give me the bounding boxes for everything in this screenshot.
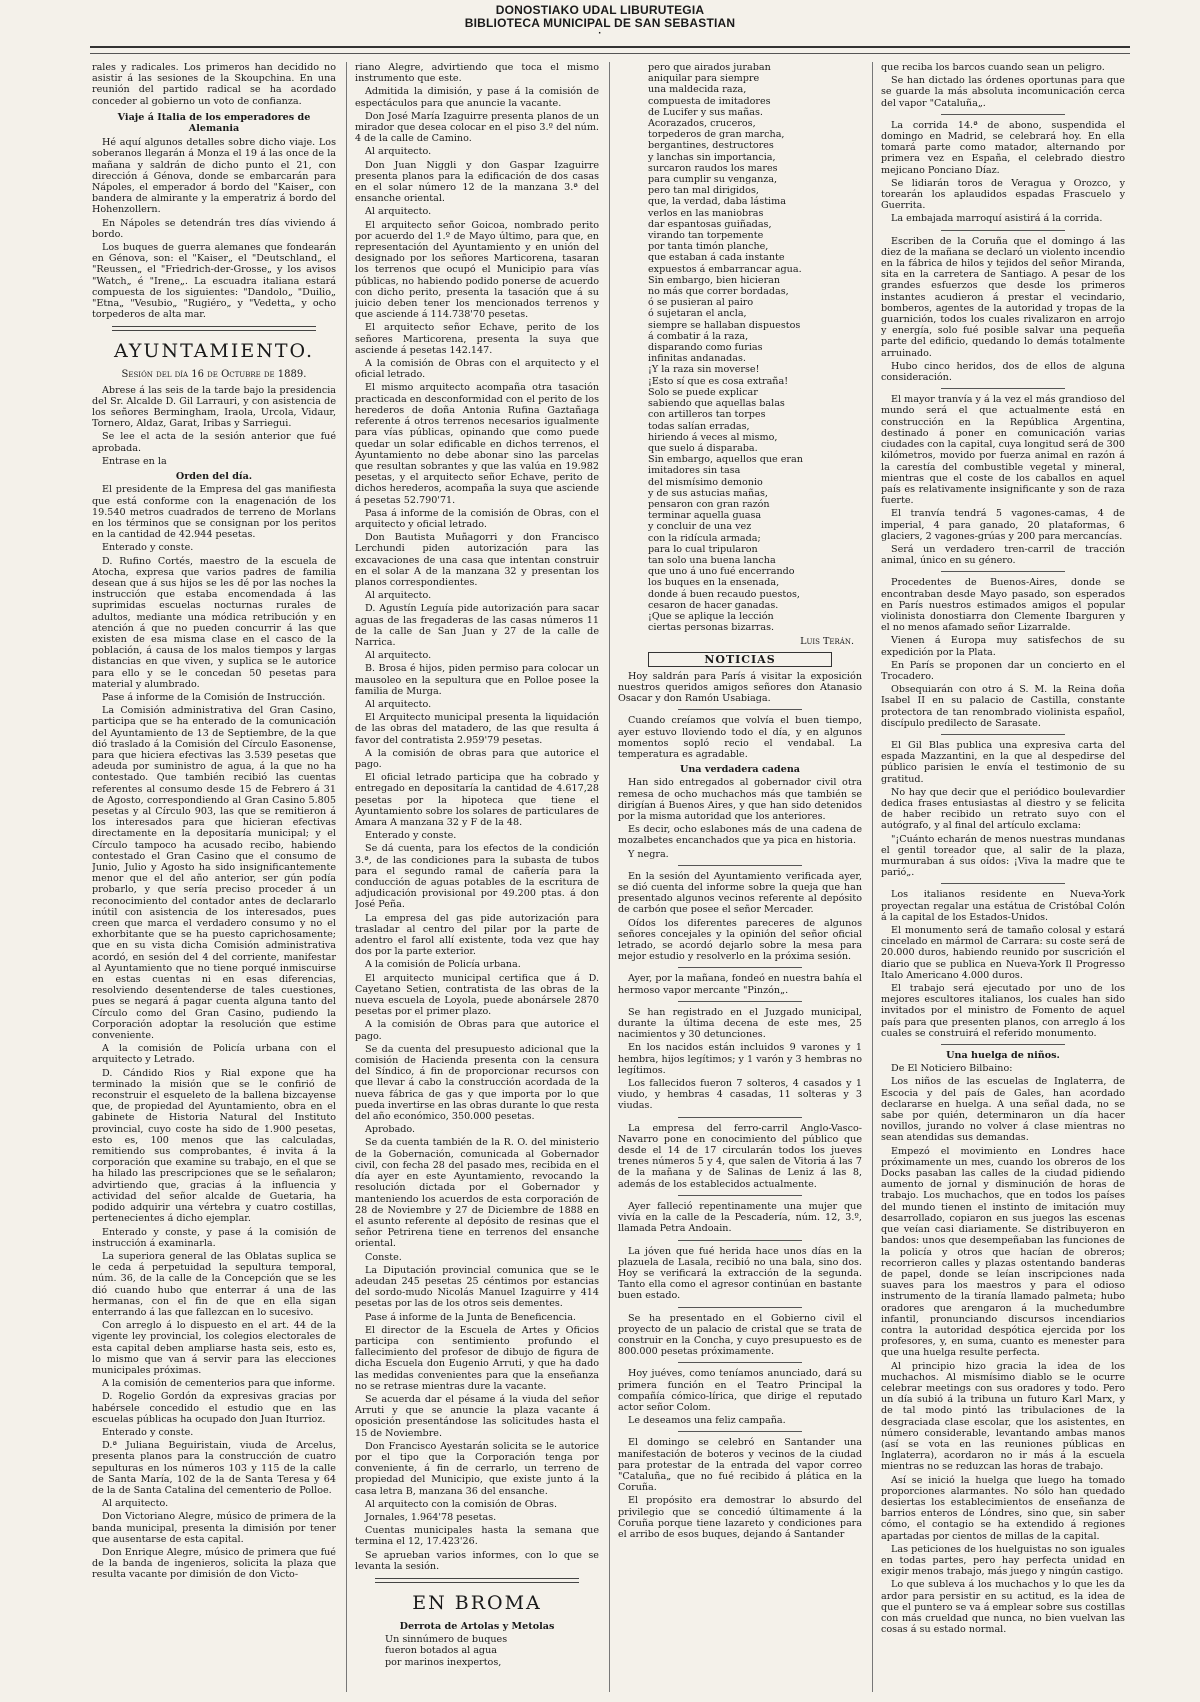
verse-line: virando tan torpemente (648, 230, 764, 242)
verse-line: expuestos á embarrancar agua. (648, 263, 802, 275)
session-date: Sesión del día 16 de Octubre de 1889. (121, 369, 307, 381)
divider (941, 734, 1065, 735)
paragraph: Don Victoriano Alegre, músico de primera de la banda municipal, presenta la dimisión por tener que ausentarse de esta capital. (92, 1511, 336, 1545)
paragraph: Jornales, 1.964'78 pesetas. (365, 1511, 497, 1523)
paragraph: rales y radicales. Los primeros han decidido no asistir á las sesiones de la Skoupchina. En una reunión del partido radical se ha acordado conceder al gobierno un voto de confianza. (92, 62, 336, 107)
verse-line: Sin embargo, bien hicieran (648, 274, 781, 286)
divider (678, 1362, 802, 1363)
paragraph: Obsequiarán con otro á S. M. la Reina doña Isabel II en su palacio de Castilla, constante protectora de tan renombrado violinista español, discípulo predilecto de Sarasate. (881, 684, 1125, 729)
verse-line: con artilleros tan torpes (648, 409, 766, 421)
verse-line: siempre se hallaban dispuestos (648, 319, 801, 331)
verse-line: Acorazados, cruceros, (648, 118, 756, 130)
paragraph: Hé aquí algunos detalles sobre dicho viaje. Los soberanos llegarán á Monza el 19 á las once de la mañana y saldrán de dicho punto el 21, con dirección á Génova, donde se embarcarán para Nápoles, el emperador á bordo del "Kaiser„ con bandera de almirante y la emperatriz á bordo del Hohenzollern. (92, 137, 336, 216)
paragraph: Ayer, por la mañana, fondeó en nuestra bahía el hermoso vapor mercante "Pinzón„. (618, 973, 862, 996)
paragraph: El domingo se celebró en Santander una manifestación de boteros y vecinos de la ciudad para protestar de la entrada del vapor correo "Cataluña„ que no fué recibido á plática en la Coruña. (618, 1437, 862, 1494)
paragraph: Se dá cuenta, para los efectos de la condición 3.ª, de las condiciones para la subasta de tubos para el segundo ramal de cañería para la conducción de aguas potables de la escritura de adjudicación provisional por 49.200 ptas. á don José Peña. (355, 843, 599, 911)
verse-line: para cumplir su venganza, (648, 174, 778, 186)
verse-line: tan solo una buena lancha (648, 554, 776, 566)
paragraph: Al arquitecto. (365, 650, 432, 662)
column-1 (92, 62, 336, 1692)
paragraph: Se aprueban varios informes, con lo que se levanta la sesión. (355, 1549, 599, 1572)
paragraph: El trabajo será ejecutado por uno de los mejores escultores italianos, los cuales han sido invitados por el ministro de Fomento de aquel país para que presenten planos, con arreglo á los cuales se construirá el referido monumento. (881, 983, 1125, 1039)
verse-line: aniquilar para siempre (648, 73, 760, 85)
verse-line: los buques en la ensenada, (648, 577, 780, 589)
paragraph: Al arquitecto. (365, 206, 432, 218)
paragraph: De El Noticiero Bilbaino: (891, 1063, 1013, 1075)
verse-line: para lo cual tripularon (648, 543, 758, 555)
paragraph: A la comisión de Policía urbana. (365, 959, 521, 971)
paragraph: En Nápoles se detendrán tres días viviendo á bordo. (92, 217, 336, 240)
paragraph: Se lee el acta de la sesión anterior que fué aprobada. (92, 431, 336, 454)
verse-line: sabiendo que aquellas balas (648, 398, 785, 410)
paragraph: La empresa del gas pide autorización para trasladar al centro del pilar por la parte de adentro el farol allí existente, toda vez que hay dos por la parte exterior. (355, 912, 599, 958)
paragraph: Al arquitecto. (102, 1498, 169, 1510)
divider (678, 1195, 802, 1196)
verse-line: compuesta de imitadores (648, 95, 771, 107)
verse-line: y lanchas sin importancia, (648, 151, 776, 163)
verse-line: infinitas andanadas. (648, 353, 746, 365)
paragraph: Le deseamos una feliz campaña. (628, 1415, 786, 1427)
paragraph: Se acuerda dar el pésame á la viuda del señor Arruti y que se anuncie la plaza vacante á oposición presentándose las solicitudes hasta el 15 de Noviembre. (355, 1393, 599, 1439)
paragraph: Aprobado. (365, 1124, 416, 1136)
paragraph: Empezó el movimiento en Londres hace próximamente un mes, cuando los obreros de los Docks pasaban las calles de la ciudad pidiendo aumento de jornal y disminución de horas de trabajo. Los muchachos, que en todos los países del mundo tienen el instinto de imitación muy desarrollado, copiaron en sus juegos las escenas que veían casi diariamente. Se distribuyeron en bandos: unos que desempeñaban las funciones de la policía y otros que hacían de obreros; recorrieron calles y plazas ostentando banderas de papel, donde se leían inscripciones nada suaves para los maestros y para el odioso instrumento de la tiranía llamado palmeta; hubo oradores que arengaron á la muchedumbre infantil, pronunciando discursos incendiarios contra la autoridad despótica ejercida por los profesores, y, en suma, cuanto es menester para que una huelga resulte perfecta. (881, 1145, 1125, 1359)
column-divider (609, 62, 610, 1692)
column-3 (618, 62, 862, 1692)
paragraph: La jóven que fué herida hace unos días en la plazuela de Lasala, recibió no una bala, sino dos. Hoy se verificará la extracción de la segunda. Tanto ella como el agresor continúan en bastante buen estado. (618, 1245, 862, 1302)
paragraph: Se lidiarán toros de Veragua y Orozco, y torearán los aplaudidos espadas Frascuelo y Guerrita. (881, 177, 1125, 212)
verse-line: Sin embargo, aquellos que eran (648, 454, 803, 466)
divider (678, 1117, 802, 1118)
paragraph: Pasa á informe de la comisión de Obras, con el arquitecto y oficial letrado. (355, 507, 599, 530)
paragraph: El tranvía tendrá 5 vagones-camas, 4 de imperial, 4 para ganado, 20 plataformas, 6 glaciers, 2 vagones-grúas y 200 para mercancías. (881, 508, 1125, 542)
verse-line: de Lucifer y sus mañas. (648, 106, 763, 118)
headline-ayuntamiento: AYUNTAMIENTO. (113, 340, 315, 363)
paragraph: El propósito era demostrar lo absurdo del privilegio que se concedió últimamente á la Coruña porque tiene lazareto y condiciones para el arribo de esos buques, dejando á Santander (618, 1495, 862, 1540)
paragraph: riano Alegre, advirtiendo que toca el mismo instrumento que este. (355, 62, 599, 85)
headline-en-broma: EN BROMA (412, 1592, 542, 1614)
paragraph: El presidente de la Empresa del gas manifiesta que está conforme con la enagenación de los 19.540 metros cuadrados de terreno de Morlans en los términos que se consignan por los peritos en la cantidad de 42.944 pesetas. (92, 484, 336, 541)
paragraph: El oficial letrado participa que ha cobrado y entregado en depositaría la cantidad de 4.617,28 pesetas por la hipoteca que tiene el Ayuntamiento sobre los solares de particulares de Amara A manzana 32 y F de la 48. (355, 772, 599, 828)
paragraph: Han sido entregados al gobernador civil otra remesa de ocho muchachos más que también se dirigían á Buenos Aires, y que han sido detenidos por la misma autoridad que los anteriores. (618, 777, 862, 822)
paragraph: El director de la Escuela de Artes y Oficios participa con sentimiento profundo el fallecimiento del profesor de dibujo de figura de dicha Escuela don Eugenio Arruti, y que ha dado las medidas convenientes para que la enseñanza no se retrase mientras dure la vacante. (355, 1324, 599, 1392)
verse-line: ó se pusieran al pairo (648, 297, 754, 309)
column-4 (881, 62, 1125, 1692)
paragraph: Cuentas municipales hasta la semana que termina el 12, 17.423'26. (355, 1525, 599, 1548)
verse-line: ¡Esto sí que es cosa extraña! (648, 375, 789, 387)
paragraph: Hubo cinco heridos, dos de ellos de alguna consideración. (881, 360, 1125, 384)
divider (678, 1307, 802, 1308)
paragraph: A la comisión de Obras con el arquitecto y el oficial letrado. (355, 358, 599, 381)
section-rule (112, 326, 316, 331)
paragraph: Se da cuenta del presupuesto adicional que la comisión de Hacienda presenta con la censura del Síndico, á fin de proporcionar recursos con que llevar á cabo la construcción acordada de la nueva fábrica de gas y que importa por lo que pueda invertirse en las obras durante lo que resta del año económico, 350.000 pesetas. (355, 1043, 599, 1123)
paragraph: La superiora general de las Oblatas suplica se le ceda á perpetuidad la sepultura temporal, núm. 36, de la calle de la Concepción que se les dió cuando hubo que enterrar á una de las hermanas, con el fin de que en ella sigan enterrando á las que fallezcan en lo sucesivo. (92, 1250, 336, 1318)
verse-line: y de sus astucias mañas, (648, 487, 768, 499)
divider (941, 883, 1065, 884)
verse-line: á combatir á la raza, (648, 330, 749, 342)
verse-line: que suelo á disparaba. (648, 442, 758, 454)
paragraph: En los nacidos están incluidos 9 varones y 1 hembra, hijos legítimos; y 1 varón y 3 hembras no legítimos. (618, 1042, 862, 1076)
paragraph: Los buques de guerra alemanes que fondearán en Génova, son: el "Kaiser„ el "Deutschland„ el "Reussen„ el "Friedrich-der-Grosse„ y los avisos "Watch„ é "Irene„. La escuadra italiana estará compuesta de los siguientes: "Dandolo„ "Duilio„ "Etna„ "Vesubio„ "Rugiéro„ y "Vedetta„ y ocho torpederos de alta mar. (92, 242, 336, 321)
paragraph: Se ha presentado en el Gobierno civil el proyecto de un palacio de cristal que se trata de construir en la Concha, y cuyo presupuesto es de 800.000 pesetas próximamente. (618, 1312, 862, 1358)
paragraph: Al arquitecto. (365, 698, 432, 710)
verse-line: ¡Que se aplique la lección (648, 610, 774, 622)
verse-line: disparando como furias (648, 342, 763, 354)
poem (618, 62, 862, 633)
paragraph: Don Bautista Muñagorri y don Francisco Lerchundi piden autorización para las excavaciones de una casa que intentan construir en el solar A de la manzana 32 y presentan los planos correspondientes. (355, 532, 599, 588)
verse-line: pero que airados juraban (648, 62, 771, 73)
verse-line: pensaron con gran razón (648, 498, 770, 510)
paragraph: Vienen á Europa muy satisfechos de su expedición por la Plata. (881, 635, 1125, 658)
paragraph: Don Enrique Alegre, músico de primera que fué de la banda de ingenieros, solicita la plaza que resulta vacante por dimisión de don Victo- (92, 1546, 336, 1581)
library-masthead (0, 4, 1200, 38)
section-rule (375, 1578, 579, 1583)
verse-line: dar espantosas guiñadas, (648, 218, 772, 230)
paragraph: Hoy saldrán para París á visitar la exposición nuestros queridos amigos señores don Atanasio Osacar y don Ramón Usabiaga. (618, 670, 862, 705)
paragraph: La Comisión administrativa del Gran Casino, participa que se ha enterado de la comunicación del Ayuntamiento de 13 de Septiembre, de la que dió traslado á la Comisión del Círculo Easonense, para que hiciera efectivas las 3.539 pesetas que adeuda por suministro de agua, á la que no ha contestado. Que también recibió las cuentas referentes al consumo desde 15 de Febrero á 31 de Agosto, correspondiendo al Gran Casino 5.805 pesetas y al Círculo 903, las que se remitieron á los interesados para que hicieran efectivas directamente en la depositaría municipal; y el Círculo tampoco ha acusado recibo, habiendo contestado el Gran Casino que el consumo de Junio, Julio y Agosto ha sido insignificantemente menor que el del año anterior, ser gún podía probarlo, y que sería preciso proceder á un reconocimiento del contador antes de declararlo inútil con asistencia de los interesados, pues creen que marca el verdadero consumo y no el exhorbitante que se ha puesto caprichosamente; que en su vista dicha Comisión administrativa acordó, en sesión del 4 del corriente, manifestar al Ayuntamiento que no tiene porqué inmiscuirse en estas cuentas ni en esas diferencias, resolviendo desentenderse de tales cuestiones, pues se negará á pagar cuenta alguna tanto del Círculo como del Gran Casino, pudiendo la Corporación adoptar la resolución que estime conveniente. (92, 705, 336, 1042)
paragraph: Procedentes de Buenos-Aires, donde se encontraban desde Mayo pasado, son esperados en París nuestros estimados amigos el popular violinista donostiarra don Clemente Ibarguren y el no menos afamado señor Lizarralde. (881, 577, 1125, 634)
paragraph: Y negra. (628, 848, 669, 860)
verse-line: Un sinnúmero de buques (385, 1634, 508, 1646)
paragraph: Con arreglo á lo dispuesto en el art. 44 de la vigente ley provincial, los colegios electorales de esta capital deben ampliarse hasta seis, esto es, lo mismo que van á servir para las elecciones municipales próximas. (92, 1320, 336, 1376)
verse-line: por marinos inexpertos, (385, 1656, 502, 1668)
verse-line: fueron botados al agua (385, 1645, 497, 1657)
paragraph: A la comisión de obras para que autorice el pago. (355, 747, 599, 770)
verse-line: ciertas personas bizarras. (648, 622, 775, 634)
divider (678, 709, 802, 710)
paragraph: A la comisión de cementerios para que informe. (102, 1378, 336, 1390)
verse-line: torpederos de gran marcha, (648, 129, 785, 141)
verse-line: surcaron raudos los mares (648, 162, 778, 174)
paragraph: Pase á informe de la Comisión de Instrucción. (102, 691, 326, 703)
divider (678, 1240, 802, 1241)
verse-line: por tanta timón planche, (648, 241, 769, 253)
divider (941, 114, 1065, 115)
paragraph: Entrase en la (102, 455, 167, 467)
verse-line: ¡Y la raza sin moverse! (648, 364, 760, 376)
divider (678, 967, 802, 968)
paragraph: Lo que subleva á los muchachos y lo que les da ardor para persistir en su actitud, es la idea de que el puntero se va á emplear sobre sus costillas con más crueldad que nunca, no bien vuelvan las cosas á su estado normal. (881, 1579, 1125, 1636)
verse-line: verlos en las maniobras (648, 207, 764, 219)
verse-line: Solo se puede explicar (648, 386, 758, 398)
paragraph: La empresa del ferro-carril Anglo-Vasco-Navarro pone en conocimiento del público que desde el 14 de 17 circularán todos los jueves trenes números 5 y 4, que salen de Vitoria á las 7 de la mañana y de Salinas de Leniz á las 8, además de los establecidos actualmente. (618, 1122, 862, 1190)
divider (941, 571, 1065, 572)
paragraph: D. Rogelio Gordón da expresivas gracias por habérsele concedido el estudio que en las escuelas públicas ha ocupado don Juan Iturrioz. (92, 1391, 336, 1425)
paragraph: D. Rufino Cortés, maestro de la escuela de Atocha, expresa que varios padres de familia desean que á sus hijos se les dé por las noches la instrucción que estaba encomendada á las suprimidas escuelas nocturnas rurales de adultos, mediante una módica retribución y en atención á que no pueden concurrir á las que existen de esa misma clase en el casco de la población, á causa de los malos tiempos y largas distancias en que viven, y suplica se le autorice para ello y se le concedan 50 pesetas para material y alumbrado. (92, 555, 336, 690)
paragraph: La Diputación provincial comunica que se le adeudan 245 pesetas 25 céntimos por estancias del sordo-mudo Nicolás Manuel Izaguirre y 414 pesetas por las de los otros seis dementes. (355, 1264, 599, 1310)
paragraph: B. Brosa é hijos, piden permiso para colocar un mausoleo en la sepultura que en Polloe posee la familia de Murga. (355, 663, 599, 697)
paragraph: Enterado y conste, y pase á la comisión de instrucción á examinarla. (92, 1226, 336, 1249)
verse-line: no más que correr bordadas, (648, 286, 789, 298)
verse-line: pero tan mal dirigidos, (648, 185, 759, 197)
paragraph: El mismo arquitecto acompaña otra tasación practicada en desconformidad con el perito de los herederos de doña Antonia Rufina Gaztañaga referente á otros terrenos necesarios igualmente para vías públicas, opinando que como puede quedar un solar edificable en dichos terrenos, el Ayuntamiento no debe abonar sino las parcelas que resultan sobrantes y que las valúa en 19.982 pesetas, y el arquitecto señor Echave, perito de dichos herederos, acompaña la suya que asciende á pesetas 52.790'71. (355, 382, 599, 506)
divider (678, 1431, 802, 1432)
paragraph: "¡Cuánto echarán de menos nuestras mundanas el gentil toreador que, al salir de la plaza, murmuraban á sus oídos: ¡Viva la madre que te parió„. (881, 833, 1125, 879)
divider (941, 388, 1065, 389)
paragraph: A la comisión de Obras para que autorice el pago. (355, 1019, 599, 1042)
paragraph: Admitida la dimisión, y pase á la comisión de espectáculos para que anuncie la vacante. (355, 86, 599, 109)
paragraph: Será un verdadero tren-carril de tracción animal, único en su género. (881, 543, 1125, 567)
paragraph: Es decir, ocho eslabones más de una cadena de mozalbetes encanchados que ya pica en historia. (618, 824, 862, 847)
headline-noticias: NOTICIAS (648, 652, 832, 667)
paragraph: El monumento será de tamaño colosal y estará cincelado en mármol de Carrara: su coste será de 20.000 duros, habiendo reunido por suscrición el diario que se publica en Nueva-York Il Progresso Italo Americano 4.000 duros. (881, 925, 1125, 981)
headline-derrota: Derrota de Artolas y Metolas (399, 1621, 555, 1632)
verse-line: todas salían erradas, (648, 420, 750, 432)
paragraph: Ayer falleció repentinamente una mujer que vivía en la calle de la Pescadería, núm. 12, 3.º, llamada Petra Andoain. (618, 1200, 862, 1235)
paragraph: Al arquitecto. (365, 590, 432, 602)
paragraph: que reciba los barcos cuando sean un peligro. (881, 62, 1105, 73)
verse-line: del mismísimo demonio (648, 476, 763, 488)
paragraph: Se han dictado las órdenes oportunas para que se guarde la más absoluta incomunicación cerca del vapor "Cataluña„. (881, 75, 1125, 109)
paragraph: Al arquitecto. (365, 146, 432, 158)
paragraph: A la comisión de Policía urbana con el arquitecto y Letrado. (92, 1043, 336, 1066)
verse-line: cesaron de hacer ganadas. (648, 599, 779, 611)
paragraph: Se da cuenta también de la R. O. del ministerio de la Gobernación, comunicada al Gobernador civil, con fecha 28 del pasado mes, recibida en el día ayer en este Ayuntamiento, revocando la resolución dictada por el Gobernador y manteniendo los acuerdos de esta corporación de 28 de Noviembre y 27 de Diciembre de 1888 en el asunto referente al depósito de resinas que el señor Petrirena tiene en terrenos del ensanche oriental. (355, 1137, 599, 1250)
paragraph: Oídos los diferentes pareceres de algunos señores concejales y la opinión del señor oficial letrado, se acordó dejarlo sobre la mesa para mejor estudio y resolverlo en la próxima sesión. (618, 917, 862, 963)
column-2 (355, 62, 599, 1692)
masthead-line-basque: DONOSTIAKO UDAL LIBURUTEGIA (495, 3, 705, 17)
paragraph: Abrese á las seis de la tarde bajo la presidencia del Sr. Alcalde D. Gil Larrauri, y con asistencia de los señores Bermingham, Iraola, Urcola, Vidaur, Tornero, Aldaz, Garat, Iribas y Sarriegui. (92, 384, 336, 430)
paragraph: El mayor tranvía y á la vez el más grandioso del mundo será el que actualmente está en construcción en la República Argentina, destinado á poner en comunicación varias ciudades con la capital, cuya longitud será de 300 kilómetros, movido por fuerza animal en razón á la carestía del combustible vegetal y mineral, mientras que el coste de los caballos en aquel país es relativamente insignificante y son de raza fuerte. (881, 394, 1125, 507)
paragraph: Escriben de la Coruña que el domingo á las diez de la mañana se declaró un violento incendio en la fábrica de hilos y tejidos del señor Miranda, sita en la carretera de Santiago. A pesar de los grandes esfuerzos que desde los primeros instantes acudieron á prestar el vecindario, bomberos, agentes de la autoridad y tropas de la guarnición, todos los cuales rivalizaron en arrojo y energía, solo fué posible salvar una pequeña parte del edificio, quedando lo demás totalmente arruinado. (881, 235, 1125, 359)
paragraph: El Arquitecto municipal presenta la liquidación de las obras del matadero, de las que resulta á favor del contratista 2.959'79 pesetas. (355, 712, 599, 746)
paragraph: Enterado y conste. (102, 1426, 194, 1438)
verse-line: imitadores sin tasa (648, 465, 741, 477)
divider (678, 865, 802, 866)
paragraph: La embajada marroquí asistirá á la corrida. (891, 213, 1103, 225)
paragraph: D. Cándido Rios y Rial expone que ha terminado la misión que se le confirió de reconstruir el esqueleto de la ballena bizcayense que, de propiedad del Ayuntamiento, obra en el gabinete de Historia Natural del Instituto provincial, cuyo coste ha sido de 1.900 pesetas, esto es, 100 menos que las calculadas, remitiendo sus comprobantes, é invita á la corporación que examine su trabajo, en el que se ha hilado las prescripciones que se le señalaron; advirtiendo que, gracias á la influencia y actividad del señor alcalde de Guetaria, ha podido adquirir una vértebra y cuatro costillas, pertenecientes á dicho ejemplar. (92, 1067, 336, 1225)
paragraph: Las peticiones de los huelguistas no son iguales en todas partes, pero hay perfecta unidad en exigir menos trabajo, más juego y ningún castigo. (881, 1543, 1125, 1578)
paragraph: Don José María Izaguirre presenta planos de un mirador que desea colocar en el piso 3.º del núm. 4 de la calle de Camino. (355, 110, 599, 145)
paragraph: D.ª Juliana Beguiristain, viuda de Arcelus, presenta planos para la construcción de cuatro sepulturas en los números 103 y 115 de la calle de Santa María, 102 de la de Santa Teresa y 64 de la de Santa Catalina del cementerio de Polloe. (92, 1440, 336, 1496)
paragraph: Al arquitecto con la comisión de Obras. (365, 1498, 558, 1510)
verse-line: que, la verdad, daba lástima (648, 196, 786, 208)
divider (941, 230, 1065, 231)
paragraph: En París se proponen dar un concierto en el Trocadero. (881, 659, 1125, 682)
masthead-line-spanish: BIBLIOTECA MUNICIPAL DE SAN SEBASTIAN (464, 16, 736, 30)
verse-line: terminar aquella guasa (648, 510, 762, 522)
verse-line: ó sujetaran el ancla, (648, 308, 747, 320)
headline-huelga: Una huelga de niños. (946, 1050, 1060, 1062)
verse-line: que estaban á cada instante (648, 252, 785, 264)
verse-line: y concluir de una vez (648, 521, 752, 533)
paragraph: Enterado y conste. (102, 542, 194, 554)
paragraph: Conste. (365, 1251, 402, 1263)
headline-viaje: Viaje á Italia de los emperadores de Alemania (117, 111, 311, 135)
paragraph: Al principio hizo gracia la idea de los muchachos. Al mismísimo diablo se le ocurre celebrar meetings con sus oradores y todo. Pero un día subió á la tribuna un futuro Karl Marx, y de tal modo pintó las tribulaciones de la desgraciada clase escolar, que los asistentes, en número considerable, levantando ambas manos (así se vota en las reuniones públicas en Inglaterra), acordaron no ir más á la escuela mientras no se reduzcan las horas de trabajo. (881, 1360, 1125, 1473)
paragraph: Los fallecidos fueron 7 solteros, 4 casados y 1 viudo, y hembras 4 casadas, 11 solteras y 3 viudas. (618, 1078, 862, 1112)
verse-line: donde á buen recaudo puestos, (648, 588, 800, 600)
paragraph: El arquitecto señor Goicoa, nombrado perito por acuerdo del 1.º de Mayo último, para que, en representación del Ayuntamiento y en unión del designado por los señores Marticorena, tasaran los terrenos que ocupó el Municipio para vías públicas, no habiendo podido ponerse de acuerdo con dicho perito, presenta la tasación que á su juicio deben tener los mencionados terrenos y que asciende á 114.738'70 pesetas. (355, 219, 599, 321)
divider (941, 1044, 1065, 1045)
paragraph: Los italianos residente en Nueva-York proyectan regalar una estátua de Cristóbal Colón á la capital de los Estados-Unidos. (881, 889, 1125, 923)
verse-line: hiriendo á veces al mismo, (648, 431, 778, 443)
headline-cadena: Una verdadera cadena (679, 764, 801, 776)
verse-line: con la ridícula armada; (648, 532, 761, 544)
verse-line: una maldecida raza, (648, 84, 747, 96)
paragraph: El Gil Blas publica una expresiva carta del espada Mazzantini, en la que al despedirse del público parisien le envía el testimonio de su gratitud. (881, 739, 1125, 785)
columns (92, 62, 1128, 1692)
paragraph: D. Agustín Leguía pide autorización para sacar aguas de las fregaderas de las casas números 11 de la calle de San Juan y 27 de la calle de Narrica. (355, 603, 599, 648)
paragraph: Cuando creíamos que volvía el buen tiempo, ayer estuvo lloviendo todo el día, y en algunos momentos sopló recio el vendabal. La temperatura es agradable. (618, 715, 862, 760)
paragraph: El arquitecto municipal certifica que á D. Cayetano Setien, contratista de las obras de la nueva escuela de Loyola, puede abonársele 2870 pesetas por el primer plazo. (355, 972, 599, 1018)
column-divider (872, 62, 873, 1692)
paragraph: Los niños de las escuelas de Inglaterra, de Escocia y del país de Gales, han acordado declararse en huelga. A una señal dada, no se sabe por quién, determinaron un día hacer novillos, jurando no volver á clase mientras no sean atendidas sus demandas. (881, 1076, 1125, 1144)
paragraph: El arquitecto señor Echave, perito de los señores Marticorena, presenta la suya que asciende á pesetas 142.147. (355, 322, 599, 356)
paragraph: Enterado y conste. (365, 830, 457, 842)
paragraph: Así se inició la huelga que luego ha tomado proporciones alarmantes. No sólo han quedado desiertas los establecimientos de enseñanza de barrios enteros de Lóndres, sino que, sin saber cómo, el contagio se ha extendido á regiones apartadas por cientos de millas de la capital. (881, 1474, 1125, 1542)
column-divider (346, 62, 347, 1692)
poem-signature: Luis Terán. (800, 636, 854, 648)
paragraph: Pase á informe de la Junta de Beneficencia. (365, 1311, 576, 1323)
paragraph: Se han registrado en el Juzgado municipal, durante la última decena de este mes, 25 nacimientos y 30 detunciones. (618, 1006, 862, 1041)
paragraph: Don Juan Niggli y don Gaspar Izaguirre presenta planos para la edificación de dos casas en el solar número 12 de la manzana 3.ª del ensanche oriental. (355, 159, 599, 205)
paragraph: Don Francisco Ayestarán solicita se le autorice por el tipo que la Corporación tenga por conveniente, á fin de cerrarlo, un terreno de propiedad del Municipio, que existe junto á la casa letra B, manzana 36 del ensanche. (355, 1440, 599, 1497)
headline-orden-del-dia: Orden del día. (175, 471, 253, 483)
verse-line: bergantines, destructores (648, 140, 774, 152)
masthead-ornament: · (598, 28, 602, 39)
verse-line: que uno á uno fué encerrando (648, 566, 795, 578)
paragraph: Hoy juéves, como teníamos anunciado, dará su primera función en el Teatro Principal la compañía cómico-lírica, que dirige el reputado actor señor Colom. (618, 1368, 862, 1413)
top-rule (90, 46, 1130, 54)
paragraph: En la sesión del Ayuntamiento verificada ayer, se dió cuenta del informe sobre la queja que han presentado algunos vecinos referente al depósito de carbón que posee el señor Mercader. (618, 870, 862, 916)
divider (678, 1001, 802, 1002)
paragraph: No hay que decir que el periódico boulevardier dedica frases entusiastas al diestro y se felicita de haber recibido un retrato suyo con el autógrafo, y al final del artículo exclama: (881, 786, 1125, 832)
paragraph: La corrida 14.ª de abono, suspendida el domingo en Madrid, se celebrará hoy. En ella tomará parte como matador, alternando por primera vez en España, el celebrado diestro mejicano Ponciano Díaz. (881, 119, 1125, 176)
